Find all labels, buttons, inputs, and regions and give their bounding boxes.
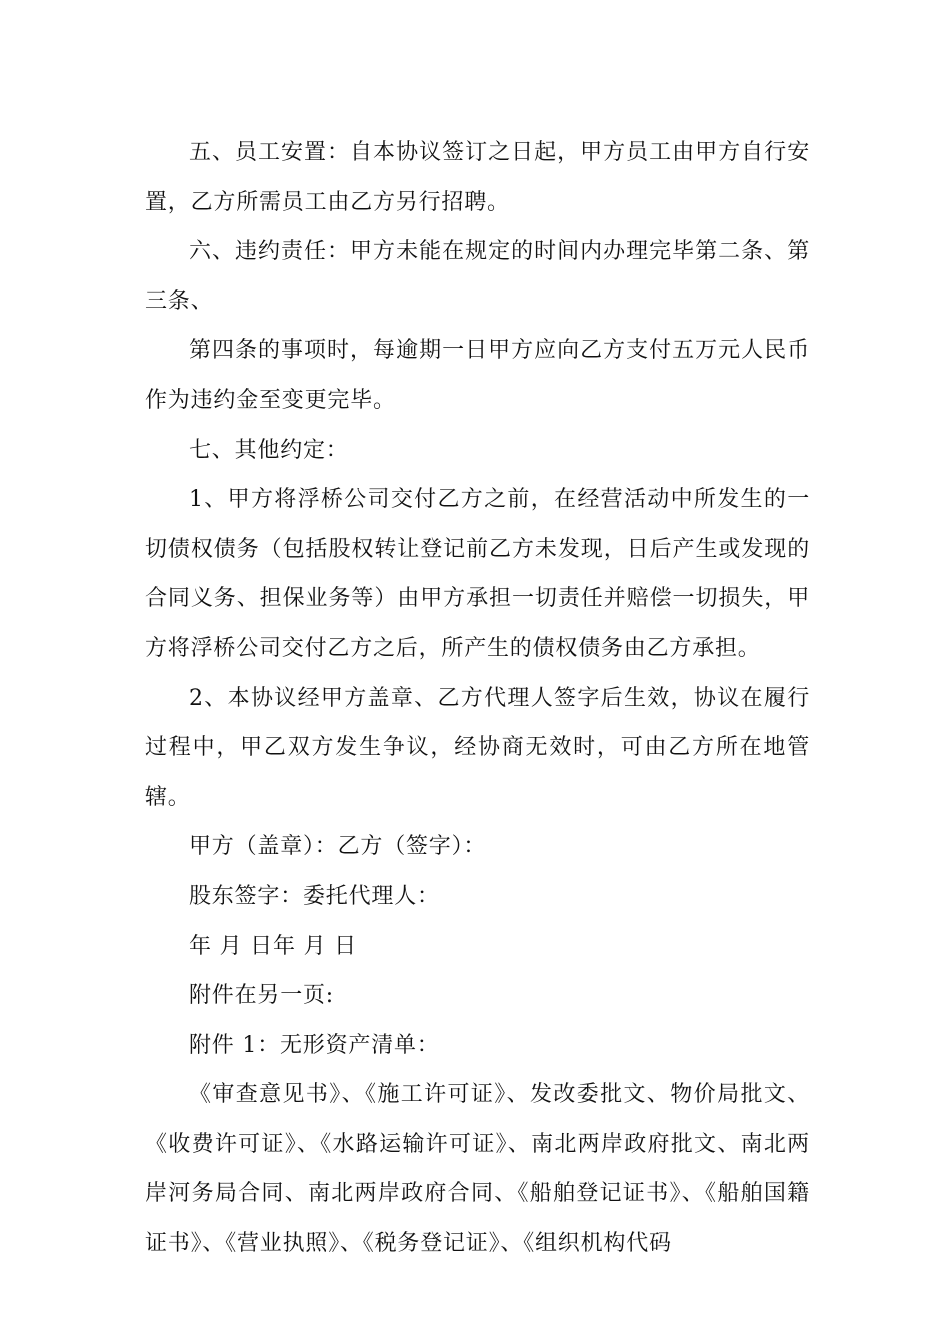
signature-parties-line: 甲方（盖章）：乙方（签字）： xyxy=(189,834,487,860)
paragraph-effectiveness-jurisdiction: 2、本协议经甲方盖章、乙方代理人签字后生效，协议在履行过程中，甲乙双方发生争议，经协商无效时，可由乙方所在地管辖。 xyxy=(145,685,810,810)
signature-shareholder-line: 股东签字：委托代理人： xyxy=(189,883,440,909)
paragraph-breach-liability: 六、违约责任：甲方未能在规定的时间内办理完毕第二条、第三条、 xyxy=(145,239,810,314)
paragraph-debt-liability: 1、甲方将浮桥公司交付乙方之前，在经营活动中所发生的一切债权债务（包括股权转让登记前乙方未发现，日后产生或发现的合同义务、担保业务等）由甲方承担一切责任并赔偿一切损失，甲方将浮桥公司交付乙方之后，所产生的债权债务由乙方承担。 xyxy=(145,487,810,661)
paragraph-other-agreements-heading: 七、其他约定： xyxy=(189,437,349,463)
paragraph-staff-placement: 五、员工安置：自本协议签订之日起，甲方员工由甲方自行安置，乙方所需员工由乙方另行招聘。 xyxy=(145,140,810,215)
signature-date-line: 年 月 日年 月 日 xyxy=(189,933,357,959)
paragraph-breach-penalty: 第四条的事项时，每逾期一日甲方应向乙方支付五万元人民币作为违约金至变更完毕。 xyxy=(145,338,810,413)
document-body xyxy=(145,128,810,1269)
intangible-assets-list: 《审查意见书》、《施工许可证》、发改委批文、物价局批文、《收费许可证》、《水路运输许可证》、南北两岸政府批文、南北两岸河务局合同、南北两岸政府合同、《船舶登记证书》、《船舶国籍证书》、《营业执照》、《税务登记证》、《组织机构代码 xyxy=(145,1082,810,1257)
attachment-note: 附件在另一页: xyxy=(189,983,335,1009)
attachment-1-title: 附件 1：无形资产清单： xyxy=(189,1032,440,1058)
